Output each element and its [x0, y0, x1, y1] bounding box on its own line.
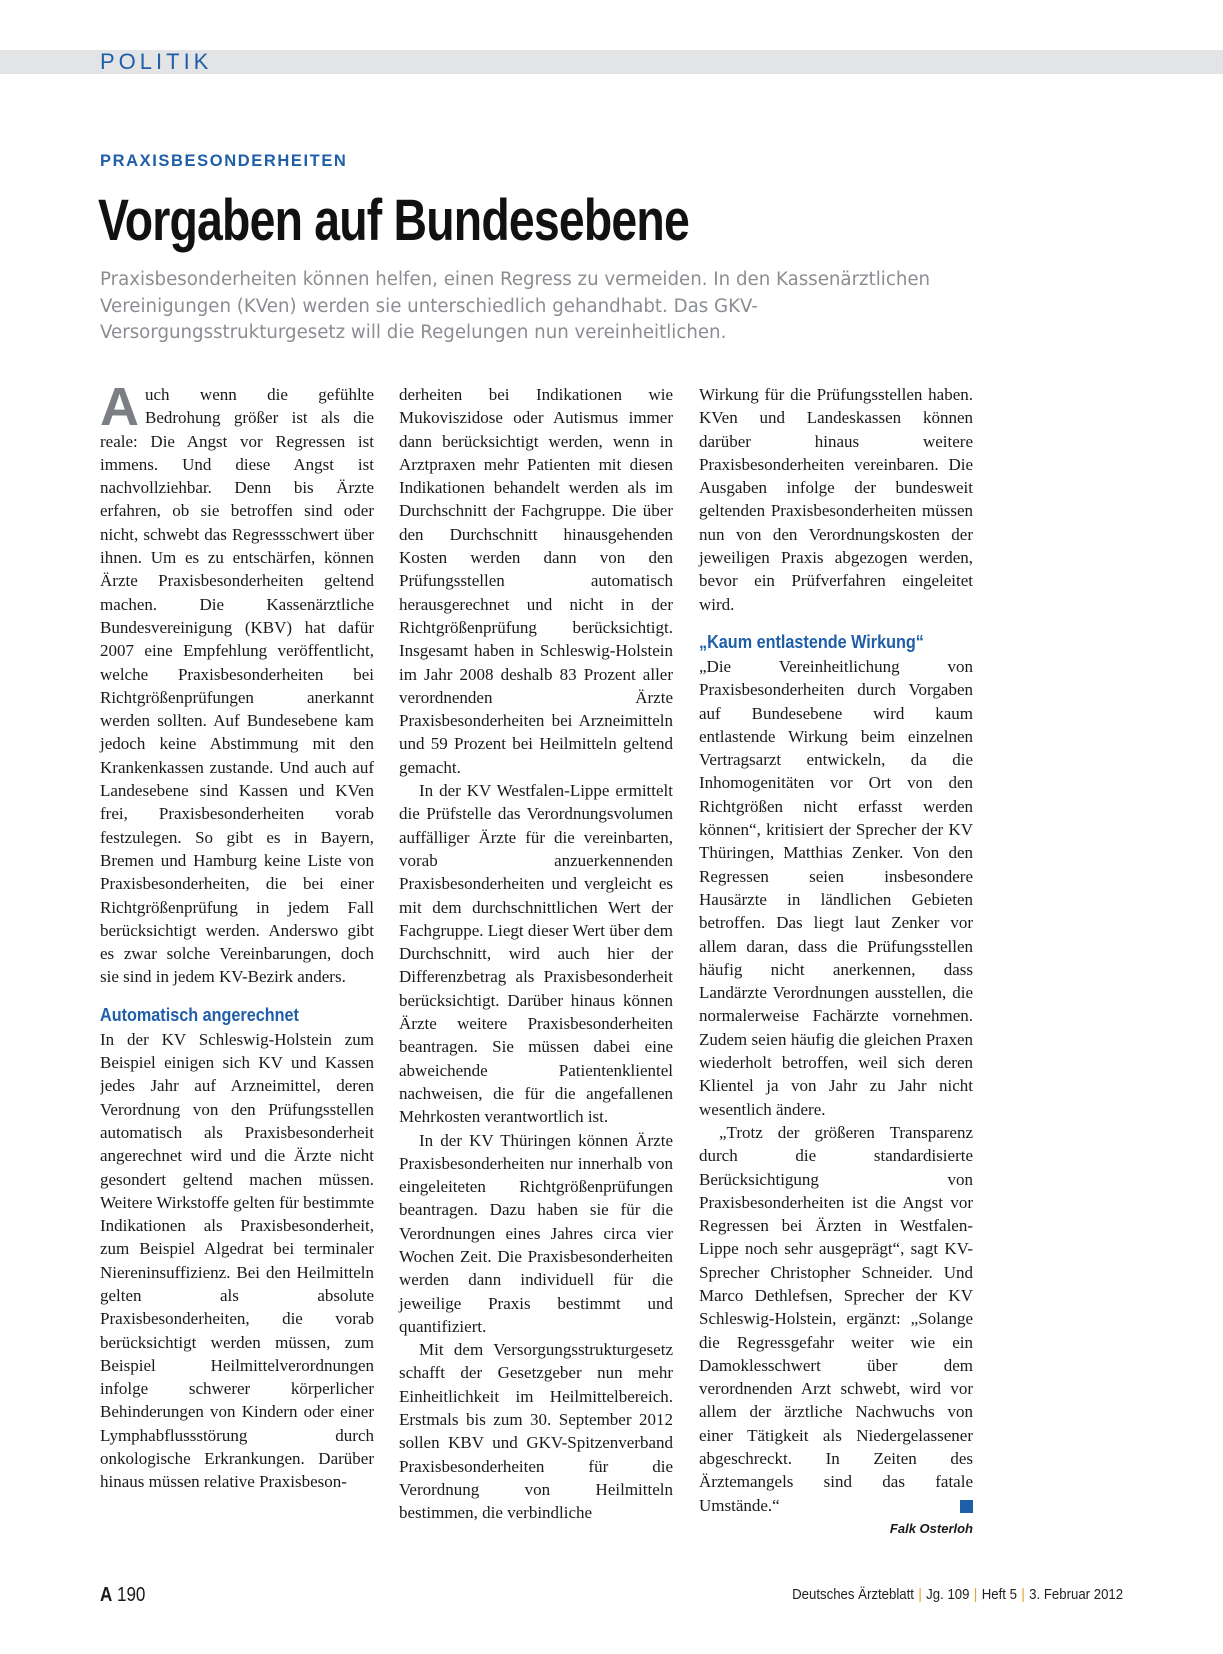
journal-volume: Jg. 109 — [926, 1586, 970, 1603]
article-column-3 — [699, 383, 973, 1539]
paragraph-2-continued: derheiten bei Indikationen wie Mukoviszidose oder Autismus immer dann berücksichtigt werden, wenn in Arztpraxen mehr Patienten mit diesen Indikationen behandelt werden als im Durchschnitt der Fachgruppe. Die über den Durchschnitt hinausgehenden Kosten werden dann von den Prüfungsstellen automatisch herausgerechnet und nicht in der Richtgrößenprüfung berücksichtigt. Insgesamt haben in Schleswig-Holstein im Jahr 2008 deshalb 83 Prozent aller verordnenden Ärzte Praxisbesonderheiten bei Arzneimitteln und 59 Prozent bei Heilmitteln geltend gemacht. — [399, 385, 673, 777]
page-number-value: 190 — [117, 1584, 146, 1606]
paragraph-7 — [699, 1121, 973, 1517]
paragraph-5: Mit dem Versorgungsstrukturgesetz schafft der Gesetzgeber nun mehr Einheitlichkeit im Heilmittelbereich. Erstmals bis zum 30. September 2012 sollen KBV und GKV-Spitzenverband Praxisbesonderheiten für die Verordnung von Heilmitteln bestimmen, die verbindliche — [399, 1340, 673, 1523]
subheading-kaum: „Kaum entlastende Wirkung“ — [699, 631, 924, 652]
section-label: POLITIK — [100, 49, 213, 74]
article-column-2 — [399, 383, 673, 1525]
page-number — [100, 1584, 145, 1607]
paragraph-1-text: uch wenn die gefühlte Bedrohung größer ist als die reale: Die Angst vor Regressen ist immens. Und diese Angst ist nachvollziehbar. Denn bis Ärzte erfahren, ob sie betroffen sind oder nicht, schwebt das Regressschwert über ihnen. Um es zu entschärfen, können Ärzte Praxisbesonderheiten geltend machen. Die Kassenärztliche Bundesvereinigung (KBV) hat dafür 2007 eine Empfehlung veröffentlicht, welche Praxisbesonderheiten bei Richtgrößenprüfungen anerkannt werden sollten. Auf Bundesebene kam jedoch keine Abstimmung mit den Krankenkassen zustande. Und auch auf Landesebene sind Kassen und KVen frei, Praxisbesonderheiten vorab festzulegen. So gibt es in Bayern, Bremen und Hamburg keine Liste von Praxisbesonderheiten, die bei einer Richtgrößenprüfung in jedem Fall berücksichtigt werden. Anderswo gibt es zwar solche Vereinbarungen, doch sie sind in jedem KV-Bezirk anders. — [100, 385, 374, 987]
article-lead: Praxisbesonderheiten können helfen, einen Regress zu vermeiden. In den Kassenärztlichen Vereinigungen (KVen) werden sie unterschiedlich gehandhabt. Das GKV-Versorgungsstrukturgesetz will die Regelungen nun vereinheitlichen. — [100, 269, 931, 343]
dropcap: A — [100, 377, 139, 437]
journal-date: 3. Februar 2012 — [1029, 1586, 1123, 1603]
paragraph-3: In der KV Westfalen-Lippe ermittelt die Prüfstelle das Verordnungsvolumen auffälliger Ärzte für die vereinbarten, vorab anzuerkennenden Praxisbesonderheiten und vergleicht es mit dem durchschnittlichen Wert der Fachgruppe. Liegt dieser Wert über dem Durchschnitt, wird auch hier der Differenzbetrag als Praxisbesonderheit berücksichtigt. Darüber hinaus können Ärzte weitere Praxisbesonderheiten beantragen. Sie müssen dabei eine abweichende Patientenklientel nachweisen, die für die angefallenen Mehrkosten verantwortlich ist. — [399, 781, 674, 1127]
journal-issue: Heft 5 — [981, 1586, 1017, 1603]
paragraph-5-continued: Wirkung für die Prüfungsstellen haben. KVen und Landeskassen können darüber hinaus weitere Praxisbesonderheiten vereinbaren. Die Ausgaben infolge der bundesweit geltenden Praxisbesonderheiten müssen nun von den Verordnungskosten der jeweiligen Praxis abgezogen werden, bevor ein Prüfverfahren eingeleitet wird. — [699, 385, 973, 614]
article-kicker: PRAXISBESONDERHEITEN — [100, 152, 348, 170]
article-column-1 — [100, 377, 374, 1494]
paragraph-1 — [100, 377, 374, 989]
footer-separator: | — [1021, 1586, 1025, 1603]
paragraph-2: In der KV Schleswig-Holstein zum Beispiel einigen sich KV und Kassen jedes Jahr auf Arzneimittel, deren Verordnung von den Prüfungsstellen automatisch als Praxisbesonderheit angerechnet wird und die Ärzte nicht gesondert geltend machen müssen. Weitere Wirkstoffe gelten für bestimmte Indikationen als Praxisbesonderheit, zum Beispiel Algedrat bei terminaler Niereninsuffizienz. Bei den Heilmitteln gelten als absolute Praxisbesonderheiten, die vorab berücksichtigt werden müssen, zum Beispiel Heilmittelverordnungen infolge schwerer körperlicher Behinderungen von Kindern oder einer Lymphabflussstörung durch onkologische Erkrankungen. Darüber hinaus müssen relative Praxisbeson- — [100, 1029, 374, 1492]
article-title: Vorgaben auf Bundesebene — [98, 188, 689, 253]
paragraph-6: „Die Vereinheitlichung von Praxisbesonderheiten durch Vorgaben auf Bundesebene wird kaum entlastende Wirkung beim einzelnen Vertragsarzt entwickeln, da die Inhomogenitäten vor Ort von den Richtgrößen nicht erfasst werden können“, kritisiert der Sprecher der KV Thüringen, Matthias Zenker. Von den Regressen seien insbesondere Hausärzte in ländlichen Gebieten betroffen. Das liegt laut Zenker vor allem daran, dass die Prüfungsstellen häufig nicht anerkennen, dass Landärzte Verordnungen ausstellen, die normalerweise Fachärzte vornehmen. Zudem seien häufig die gleichen Praxen wiederholt betroffen, weil sich deren Klientel ja von Jahr zu Jahr nicht wesentlich ändere. — [699, 656, 973, 1119]
author-name: Falk Osterloh — [889, 1520, 973, 1536]
footer-separator: | — [918, 1586, 922, 1603]
journal-name: Deutsches Ärzteblatt — [792, 1586, 914, 1603]
journal-footer — [792, 1586, 1123, 1603]
footer-separator: | — [973, 1586, 978, 1603]
page-prefix: A — [100, 1584, 113, 1606]
paragraph-7-text: „Trotz der größeren Transparenz durch die standardisierte Berücksichtigung von Praxisbesonderheiten ist die Angst vor Regressen bei Ärzten in Westfalen-Lippe noch sehr ausgeprägt“, sagt KV-Sprecher Christopher Schneider. Und Marco Dethlefsen, Sprecher der KV Schleswig-Holstein, ergänzt: „Solange die Regressgefahr weiter wie ein Damoklesschwert über dem verordnenden Arzt schwebt, wird vor allem der ärztliche Nachwuchs von einer Tätigkeit als Niedergelassener abgeschreckt. In Zeiten des Ärztemangels sind das fatale Umstände.“ — [699, 1122, 973, 1515]
subheading-automatisch: Automatisch angerechnet — [100, 1004, 299, 1025]
end-mark-square — [960, 1500, 973, 1513]
paragraph-4: In der KV Thüringen können Ärzte Praxisbesonderheiten nur innerhalb von eingeleiteten Richtgrößenprüfungen beantragen. Dazu haben sie für die Verordnungen eines Jahres circa vier Wochen Zeit. Die Praxisbesonderheiten werden dann individuell für die jeweilige Praxis bestimmt und quantifiziert. — [399, 1130, 673, 1336]
